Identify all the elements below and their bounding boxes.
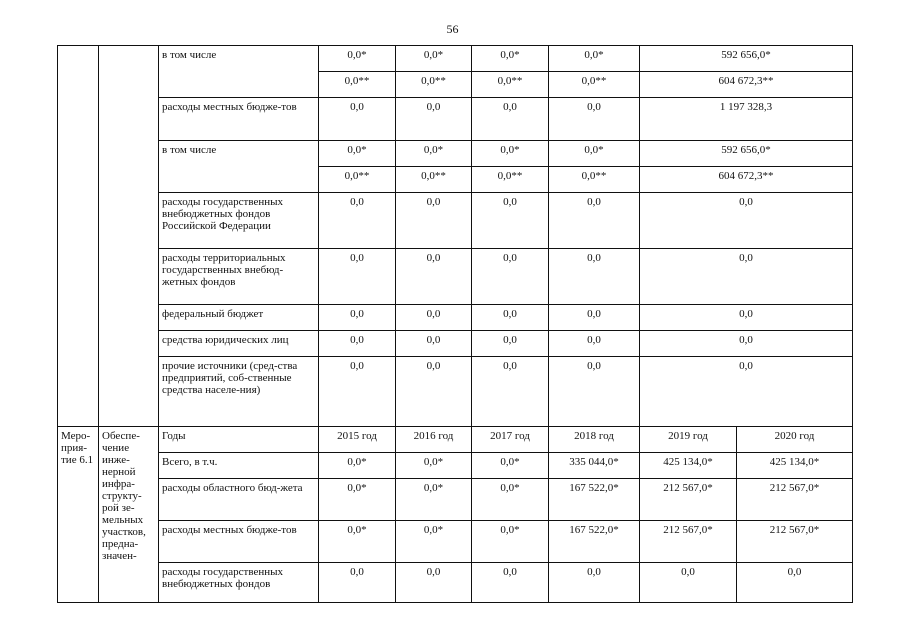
value-cell: 0,0 [319,563,396,603]
table-row [58,249,853,305]
value-cell: 0,0 [396,563,472,603]
value-cell: 0,0 [319,357,396,427]
value-cell: 212 567,0* [737,479,853,521]
page-number: 56 [446,22,459,36]
budget-table [57,45,853,603]
row-label: в том числе [159,46,319,98]
year-header: 2020 год [737,427,853,453]
value-cell: 0,0** [549,72,640,98]
row-label: расходы местных бюдже-тов [159,521,319,563]
value-cell: 0,0** [472,167,549,193]
value-cell: 425 134,0* [640,453,737,479]
value-cell: 0,0* [319,453,396,479]
value-cell: 0,0 [737,563,853,603]
value-cell: 0,0 [319,305,396,331]
table-row [58,563,853,603]
value-cell: 0,0 [640,563,737,603]
value-cell: 0,0 [472,331,549,357]
section-b [58,427,853,603]
table-row [58,46,853,72]
year-header: 2017 год [472,427,549,453]
years-row [58,427,853,453]
value-cell: 0,0* [319,141,396,167]
value-cell: 0,0 [549,331,640,357]
total-cell: 0,0 [640,249,853,305]
value-cell: 0,0** [396,72,472,98]
row-label: расходы местных бюдже-тов [159,98,319,141]
row-label: федеральный бюджет [159,305,319,331]
value-cell: 0,0 [396,193,472,249]
value-cell: 0,0** [319,167,396,193]
total-cell: 592 656,0* [640,46,853,72]
row-label: расходы государственных внебюджетных фондов [159,563,319,603]
value-cell: 0,0* [396,141,472,167]
value-cell: 0,0 [549,305,640,331]
description-cell [99,46,159,427]
value-cell: 0,0* [472,479,549,521]
row-label: расходы территориальных государственных внебюд-жетных фондов [159,249,319,305]
table-row [58,305,853,331]
table-row [58,141,853,167]
table-row [58,521,853,563]
value-cell: 0,0 [472,563,549,603]
total-cell: 0,0 [640,331,853,357]
table-row [58,453,853,479]
value-cell: 0,0 [319,249,396,305]
value-cell: 0,0 [319,98,396,141]
value-cell: 0,0 [472,249,549,305]
measure-label: Меро-прия-тие 6.1 [58,427,99,603]
value-cell: 212 567,0* [640,521,737,563]
row-label: средства юридических лиц [159,331,319,357]
years-label: Годы [159,427,319,453]
value-cell: 0,0 [549,249,640,305]
value-cell: 335 044,0* [549,453,640,479]
row-label: расходы областного бюд-жета [159,479,319,521]
value-cell: 425 134,0* [737,453,853,479]
year-header: 2016 год [396,427,472,453]
section-a [58,46,853,427]
value-cell: 0,0 [549,563,640,603]
value-cell: 0,0* [319,521,396,563]
value-cell: 0,0* [396,46,472,72]
value-cell: 0,0 [549,193,640,249]
table-row [58,193,853,249]
value-cell: 0,0* [319,479,396,521]
value-cell: 0,0* [472,453,549,479]
value-cell: 0,0 [396,357,472,427]
value-cell: 0,0 [319,331,396,357]
value-cell: 0,0 [472,305,549,331]
value-cell: 0,0 [319,193,396,249]
value-cell: 0,0 [472,193,549,249]
year-header: 2015 год [319,427,396,453]
value-cell: 212 567,0* [640,479,737,521]
value-cell: 0,0** [396,167,472,193]
value-cell: 0,0 [472,98,549,141]
value-cell: 0,0* [549,46,640,72]
value-cell: 0,0** [319,72,396,98]
value-cell: 0,0 [549,98,640,141]
year-header: 2018 год [549,427,640,453]
value-cell: 0,0** [549,167,640,193]
row-label: расходы государственных внебюджетных фондов Российской Федерации [159,193,319,249]
value-cell: 0,0* [472,521,549,563]
row-label: прочие источники (сред-ства предприятий, соб-ственные средства населе-ния) [159,357,319,427]
table-row [58,479,853,521]
value-cell: 0,0* [472,46,549,72]
value-cell: 0,0 [472,357,549,427]
total-cell: 0,0 [640,357,853,427]
value-cell: 0,0 [396,249,472,305]
row-label: Всего, в т.ч. [159,453,319,479]
value-cell: 0,0* [472,141,549,167]
table-row [58,331,853,357]
value-cell: 0,0 [396,331,472,357]
row-label: в том числе [159,141,319,193]
table-row [58,98,853,141]
value-cell: 0,0* [319,46,396,72]
total-cell: 0,0 [640,193,853,249]
table-row [58,357,853,427]
total-cell: 1 197 328,3 [640,98,853,141]
value-cell: 0,0* [396,479,472,521]
value-cell: 0,0 [549,357,640,427]
value-cell: 0,0* [396,453,472,479]
total-cell: 0,0 [640,305,853,331]
value-cell: 167 522,0* [549,479,640,521]
value-cell: 167 522,0* [549,521,640,563]
value-cell: 212 567,0* [737,521,853,563]
total-cell: 604 672,3** [640,167,853,193]
value-cell: 0,0** [472,72,549,98]
value-cell: 0,0* [549,141,640,167]
measure-cell [58,46,99,427]
measure-description: Обеспе-чение инже-нерной инфра-структу-рой зе-мельных участков, предна-значен- [99,427,159,603]
value-cell: 0,0 [396,98,472,141]
total-cell: 592 656,0* [640,141,853,167]
value-cell: 0,0* [396,521,472,563]
total-cell: 604 672,3** [640,72,853,98]
value-cell: 0,0 [396,305,472,331]
year-header: 2019 год [640,427,737,453]
